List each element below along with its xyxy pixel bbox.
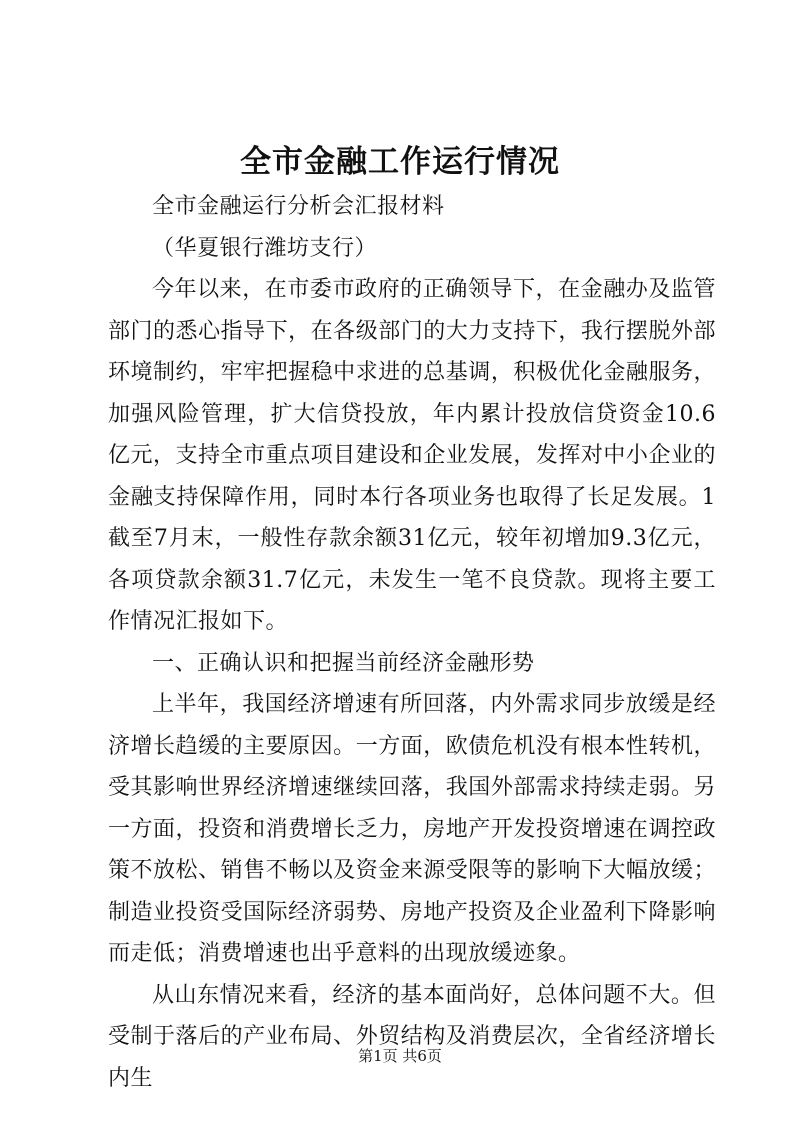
document-title: 全市金融工作运行情况 [240,144,560,180]
document-body [108,186,716,1099]
paragraph-subtitle: 全市金融运行分析会汇报材料 [152,194,445,219]
paragraph-shandong: 从山东情况来看，经济的基本面尚好，总体问题不大。但受制于落后的产业布局、外贸结构及消费层次，全省经济增长内生 [108,982,716,1091]
paragraph-intro: 今年以来，在市委市政府的正确领导下，在金融办及监管部门的悉心指导下，在各级部门的大力支持下，我行摆脱外部环境制约，牢牢把握稳中求进的总基调，积极优化金融服务，加强风险管理，扩大信贷投放，年内累计投放信贷资金10.6亿元，支持全市重点项目建设和企业发展，发挥对中小企业的金融支持保障作用，同时本行各项业务也取得了长足发展。1截至7月末，一般性存款余额31亿元，较年初增加9.3亿元，各项贷款余额31.7亿元，未发生一笔不良贷款。现将主要工作情况汇报如下。 [108,277,716,634]
page-number-footer: 第1页 共6页 [358,1047,442,1065]
section-heading-1: 一、正确认识和把握当前经济金融形势 [152,650,535,676]
paragraph-branch: （华夏银行潍坊支行） [152,235,378,261]
paragraph-national-economy: 上半年，我国经济增速有所回落，内外需求同步放缓是经济增长趋缓的主要原因。一方面，欧债危机没有根本性转机，受其影响世界经济增速继续回落，我国外部需求持续走弱。另一方面，投资和消费增长乏力，房地产开发投资增速在调控政策不放松、销售不畅以及资金来源受限等的影响下大幅放缓；制造业投资受国际经济弱势、房地产投资及企业盈利下降影响而走低；消费增速也出乎意料的出现放缓迹象。 [108,692,716,966]
